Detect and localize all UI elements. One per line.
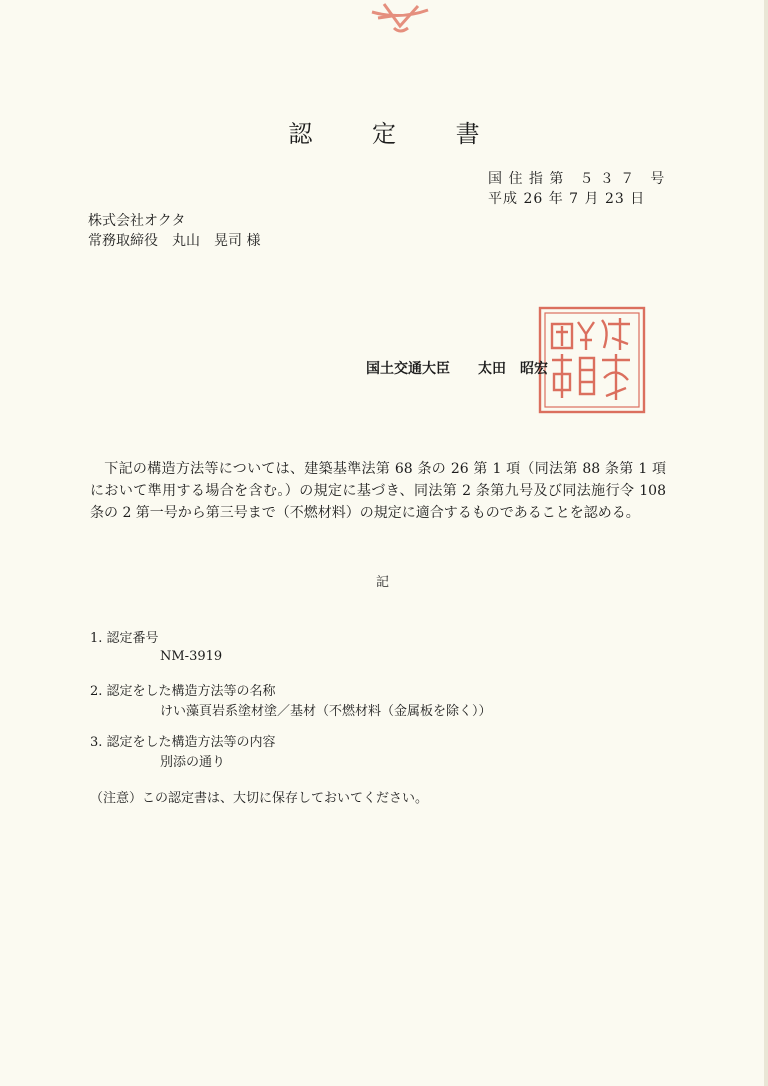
item-1-label: 1. 認定番号 xyxy=(90,631,159,646)
document-title: 認 定 書 xyxy=(288,120,506,148)
item-2-value: けい藻頁岩系塗材塗／基材（不燃材料（金属板を除く）） xyxy=(160,704,492,719)
page-edge xyxy=(764,0,768,1086)
recipient-person: 常務取締役 丸山 晃司 様 xyxy=(88,233,261,249)
document-date: 平成 26 年 7 月 23 日 xyxy=(488,191,646,207)
document-number: 国 住 指 第 ５ ３ ７ 号 xyxy=(488,171,666,187)
certification-statement: 下記の構造方法等については、建築基準法第 68 条の 26 第 1 項（同法第 88 条第 1 項において準用する場合を含む。）の規定に基づき、同法第 2 条第九号及び同法施行令 108 条の 2 第一号から第三号まで（不燃材料）の規定に適合するものであることを認める。 xyxy=(90,461,666,521)
official-seal-icon xyxy=(536,304,648,416)
item-2-label: 2. 認定をした構造方法等の名称 xyxy=(90,684,276,699)
issuer-name: 国土交通大臣 太田 昭宏 xyxy=(366,361,548,377)
recipient-company: 株式会社オクタ xyxy=(88,213,186,229)
item-3-value: 別添の通り xyxy=(160,755,226,770)
ki-heading: 記 xyxy=(376,575,390,590)
item-3-label: 3. 認定をした構造方法等の内容 xyxy=(90,735,276,750)
item-1-value: NM-3919 xyxy=(160,649,223,664)
top-stamp-icon xyxy=(364,0,436,40)
caution-note: （注意）この認定書は、大切に保存しておいてください。 xyxy=(90,791,429,806)
